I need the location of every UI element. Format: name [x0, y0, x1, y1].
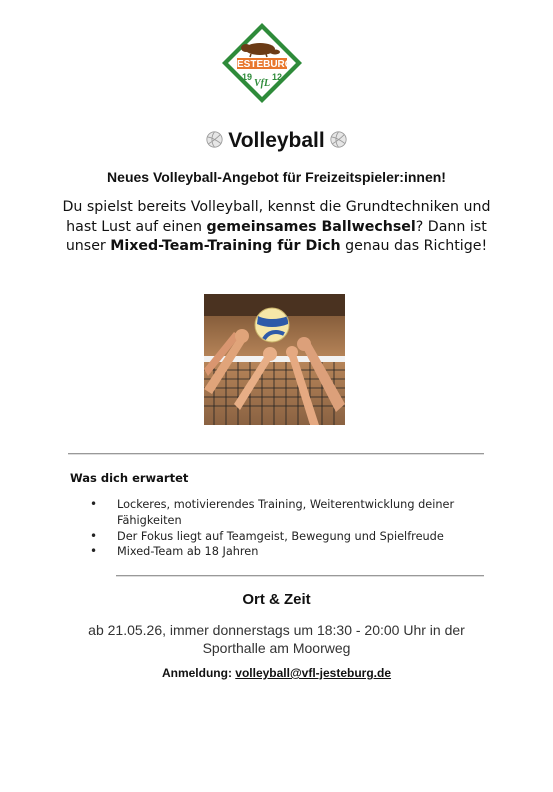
svg-text:VfL: VfL [253, 78, 271, 89]
location-time-text: ab 21.05.26, immer donnerstags um 18:30 - 20:00 Uhr in der Sporthalle am Moorweg [88, 622, 465, 656]
list-item: • Der Fokus liegt auf Teamgeist, Bewegung und Spielfreude [90, 529, 490, 545]
location-time-heading: Ort & Zeit [242, 591, 311, 608]
subtitle: Neues Volleyball-Angebot für Freizeitspieler:innen! [107, 169, 446, 185]
divider [116, 575, 484, 577]
intro-bold-1: gemeinsames Ballwechsel [206, 218, 416, 235]
logo-name: JESTEBURG [231, 59, 293, 70]
list-item: • Mixed-Team ab 18 Jahren [90, 544, 490, 560]
registration-email-link[interactable]: volleyball@vfl-jesteburg.de [235, 666, 392, 680]
list-item: • Lockeres, motivierendes Training, Weiterentwicklung deiner Fähigkeiten [90, 497, 490, 529]
page-title-row [0, 129, 553, 153]
registration-label: Anmeldung: [161, 666, 236, 680]
svg-text:12: 12 [271, 72, 283, 82]
svg-text:19: 19 [241, 72, 253, 82]
feature-list [90, 497, 490, 560]
page-title: Volleyball [228, 129, 325, 152]
volleyball-icon [330, 131, 347, 148]
intro-paragraph: Du spielst bereits Volleyball, kennst die Grundtechniken und hast Lust auf einen gemeinsames Ballwechsel? Dann ist unser Mixed-Team-Training für Dich genau das Richtige! [62, 199, 491, 254]
divider [68, 453, 484, 455]
intro-bold-2: Mixed-Team-Training für Dich [110, 238, 341, 254]
registration [0, 666, 553, 680]
volleyball-photo [204, 294, 345, 425]
volleyball-icon [206, 131, 223, 148]
club-logo [221, 22, 303, 104]
section-heading: Was dich erwartet [70, 471, 189, 485]
